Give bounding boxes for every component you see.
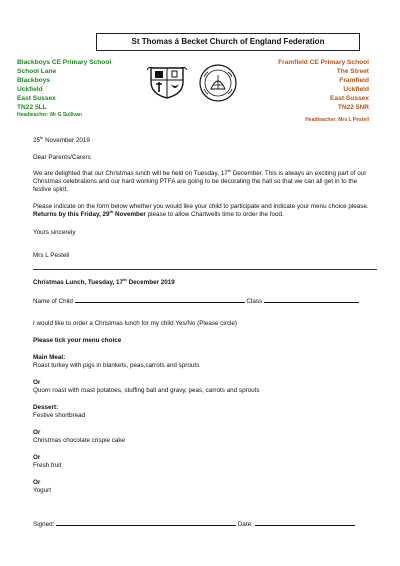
name-label: Name of Child <box>33 298 73 305</box>
order-statement: I would like to order a Christmas lunch for my child Yes/No (Please circle) <box>33 320 238 327</box>
paragraph-intro: We are delighted that our Christmas lunch will be held on Tuesday, 17th December. This is always an exciting part of our Christmas celebrations and our hard working PTFA are going to be decorating the hall so that we can all get in to the festive spirit. <box>33 167 367 194</box>
blackboys-headteacher: Headteacher: Mr G Sullivan <box>17 112 83 118</box>
address-line: East Sussex <box>330 95 369 103</box>
framfield-headteacher: Headteacher: Mrs L Pestell <box>305 117 369 123</box>
federation-title: St Thomas á Becket Church of England Federation <box>96 33 360 51</box>
main-meal-label: Main Meal: <box>33 354 66 361</box>
blackboys-school-address <box>17 58 111 113</box>
letter-date: 25th November 2019 <box>33 134 90 144</box>
main-option-turkey[interactable]: Roast turkey with pigs in blankets, peas,carrots and sprouts <box>33 362 200 369</box>
address-line: East Sussex <box>17 95 56 103</box>
date-field[interactable] <box>255 519 355 526</box>
address-line: Framfield <box>339 77 369 85</box>
dessert-option-shortbread[interactable]: Festive shortbread <box>33 412 86 419</box>
address-line: Blackboys <box>17 77 50 85</box>
address-line: School Lane <box>17 68 57 76</box>
paragraph-return: Please indicate on the form below whether you would like your child to participate and indicate your menu choice please. Returns by this Friday, 29th November please to allow Chartwells time to order the food. <box>33 203 369 219</box>
school-seal-icon <box>198 63 238 103</box>
signature-row <box>33 519 377 529</box>
address-line: Uckfield <box>17 86 43 94</box>
class-label: Class <box>246 298 263 305</box>
date-label: Date: <box>237 521 253 528</box>
form-heading: Christmas Lunch, Tuesday, 17th December 2019 <box>33 276 175 286</box>
divider <box>33 269 377 270</box>
framfield-school-address <box>278 58 369 113</box>
dessert-label: Dessert: <box>33 404 59 411</box>
address-line: Framfield CE Primary School <box>278 59 369 66</box>
child-details-row <box>33 296 377 306</box>
or-label: Or <box>33 429 41 436</box>
address-line: Uckfield <box>343 86 369 94</box>
salutation: Dear Parents/Carers <box>33 154 91 161</box>
school-shield-icon <box>147 64 187 100</box>
or-label: Or <box>33 479 41 486</box>
main-option-quorn[interactable]: Quorn roast with roast potatoes, stuffing ball and gravy, peas, carrots and sprouts <box>33 387 260 394</box>
or-label: Or <box>33 454 41 461</box>
signed-field[interactable] <box>56 519 236 526</box>
or-label: Or <box>33 379 41 386</box>
signoff: Yours sincerely <box>33 229 76 236</box>
dessert-option-fresh-fruit[interactable]: Fresh fruit <box>33 462 62 469</box>
address-line: The Street <box>336 68 369 76</box>
signature: Mrs L Pestell <box>33 252 70 259</box>
dessert-option-yogurt[interactable]: Yogurt <box>33 487 51 494</box>
class-field[interactable] <box>264 296 359 303</box>
signed-label: Signed: <box>33 521 55 528</box>
address-line: TN22 5NR <box>337 104 369 112</box>
menu-heading: Please tick your menu choice <box>33 337 122 344</box>
dessert-option-crispie-cake[interactable]: Christmas chocolate crispie cake <box>33 437 126 444</box>
name-field[interactable] <box>75 296 245 303</box>
address-line: TN22 5LL <box>17 104 47 112</box>
address-line: Blackboys CE Primary School <box>17 59 112 66</box>
